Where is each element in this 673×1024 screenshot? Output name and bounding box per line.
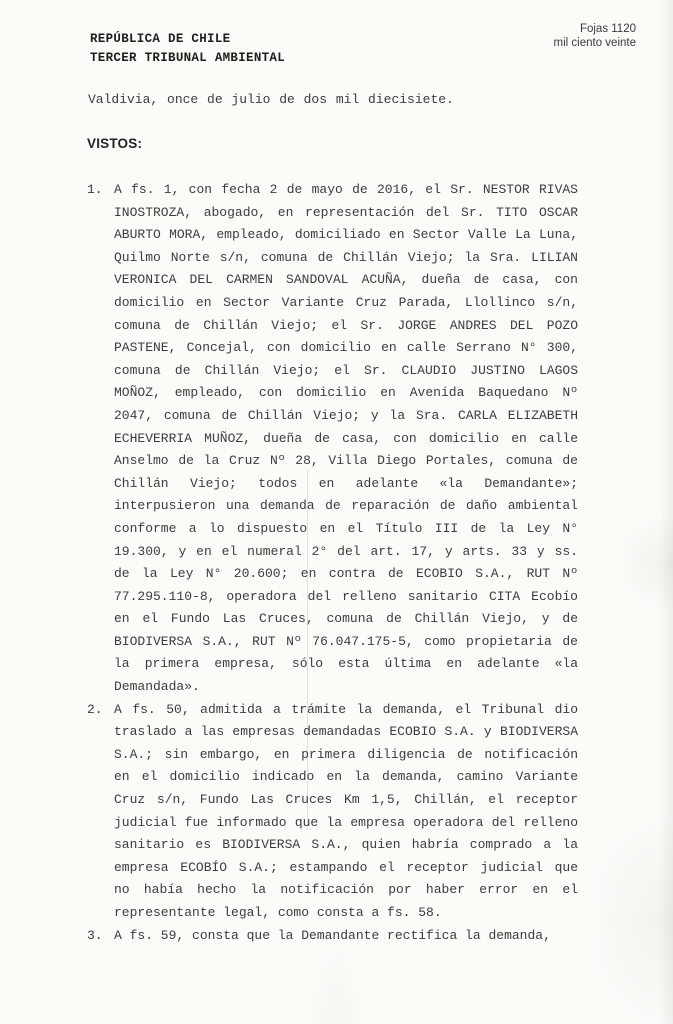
text-line: domicilio en Sector Variante Cruz Parada, Llollinco s/n, xyxy=(114,294,578,310)
text-line: comuna de Chillán Viejo; el Sr. JORGE ANDRES DEL POZO xyxy=(114,317,578,333)
text-line: sanitario es BIODIVERSA S.A., quien habría comprado a la xyxy=(114,837,578,853)
text-line: conforme a lo dispuesto en el Título III de la Ley N° xyxy=(114,520,578,536)
text-line: judicial fue informado que la empresa operadora del relleno xyxy=(114,814,578,830)
text-line: ABURTO MORA, empleado, domiciliado en Sector Valle La Luna, xyxy=(114,227,578,243)
text-line: MOÑOZ, empleado, con domicilio en Avenida Baquedano Nº xyxy=(114,385,578,401)
text-line: en el Fundo Las Cruces, comuna de Chillán Viejo, y de xyxy=(114,611,578,627)
text-line: representante legal, como consta a fs. 58. xyxy=(114,905,442,920)
section-heading-vistos: VISTOS: xyxy=(87,136,143,151)
text-line: 2047, comuna de Chillán Viejo; y la Sra. CARLA ELIZABETH xyxy=(114,407,578,423)
text-line: de la Ley N° 20.600; en contra de ECOBIO S.A., RUT Nº xyxy=(114,566,578,582)
letterhead-republic: REPÚBLICA DE CHILE xyxy=(90,32,231,46)
list-item xyxy=(87,699,578,925)
text-line: la primera empresa, sólo esta última en adelante «la xyxy=(114,656,578,672)
item-number: 3. xyxy=(87,927,103,943)
text-line: ECHEVERRIA MUÑOZ, dueña de casa, con domicilio en calle xyxy=(114,430,578,446)
fojas-stamp xyxy=(554,23,636,50)
text-line: INOSTROZA, abogado, en representación del Sr. TITO OSCAR xyxy=(114,204,578,220)
letterhead-tribunal: TERCER TRIBUNAL AMBIENTAL xyxy=(90,51,286,65)
text-line: A fs. 50, admitida a trámite la demanda, el Tribunal dio xyxy=(114,701,578,717)
text-line: S.A.; sin embargo, en primera diligencia de notificación xyxy=(114,746,578,762)
date-line: Valdivia, once de julio de dos mil diecisiete. xyxy=(88,92,454,107)
letterhead xyxy=(90,30,285,68)
item-number: 2. xyxy=(87,701,103,717)
text-line: 19.300, y en el numeral 2° del art. 17, y arts. 33 y ss. xyxy=(114,543,578,559)
item-lines xyxy=(114,925,578,948)
text-line: PASTENE, Concejal, con domicilio en calle Serrano N° 300, xyxy=(114,340,578,356)
text-line: no había hecho la notificación por haber error en el xyxy=(114,882,578,898)
list-item xyxy=(87,925,578,948)
list-item xyxy=(87,179,578,699)
text-line: A fs. 59, consta que la Demandante rectifica la demanda, xyxy=(114,927,551,943)
text-line: Quilmo Norte s/n, comuna de Chillán Viejo; la Sra. LILIAN xyxy=(114,249,578,265)
fojas-words: mil ciento veinte xyxy=(553,36,636,49)
item-number: 1. xyxy=(87,182,103,197)
text-line: BIODIVERSA S.A., RUT Nº 76.047.175-5, como propietaria de xyxy=(114,633,578,649)
text-line: traslado a las empresas demandadas ECOBIO S.A. y BIODIVERSA xyxy=(114,724,578,740)
text-line: empresa ECOBÍO S.A.; estampando el receptor judicial que xyxy=(114,859,578,875)
text-line: Cruz s/n, Fundo Las Cruces Km 1,5, Chillán, el receptor xyxy=(114,792,578,808)
item-lines xyxy=(114,179,578,699)
text-line: 77.295.110-8, operadora del relleno sanitario CITA Ecobío xyxy=(114,588,578,604)
numbered-list xyxy=(87,179,578,947)
text-line: interpusieron una demanda de reparación de daño ambiental xyxy=(114,498,578,514)
text-line: Anselmo de la Cruz Nº 28, Villa Diego Portales, comuna de xyxy=(114,453,578,469)
text-line: VERONICA DEL CARMEN SANDOVAL ACUÑA, dueña de casa, con xyxy=(114,272,578,288)
text-line: en el domicilio indicado en la demanda, camino Variante xyxy=(114,769,578,785)
text-line: comuna de Chillán Viejo; el Sr. CLAUDIO JUSTINO LAGOS xyxy=(114,362,578,378)
item-lines xyxy=(114,699,578,925)
text-line: A fs. 1, con fecha 2 de mayo de 2016, el Sr. NESTOR RIVAS xyxy=(114,182,578,197)
text-line: Chillán Viejo; todos en adelante «la Demandante»; xyxy=(114,475,578,491)
fojas-number: Fojas 1120 xyxy=(579,23,636,35)
text-line: Demandada». xyxy=(114,679,200,695)
